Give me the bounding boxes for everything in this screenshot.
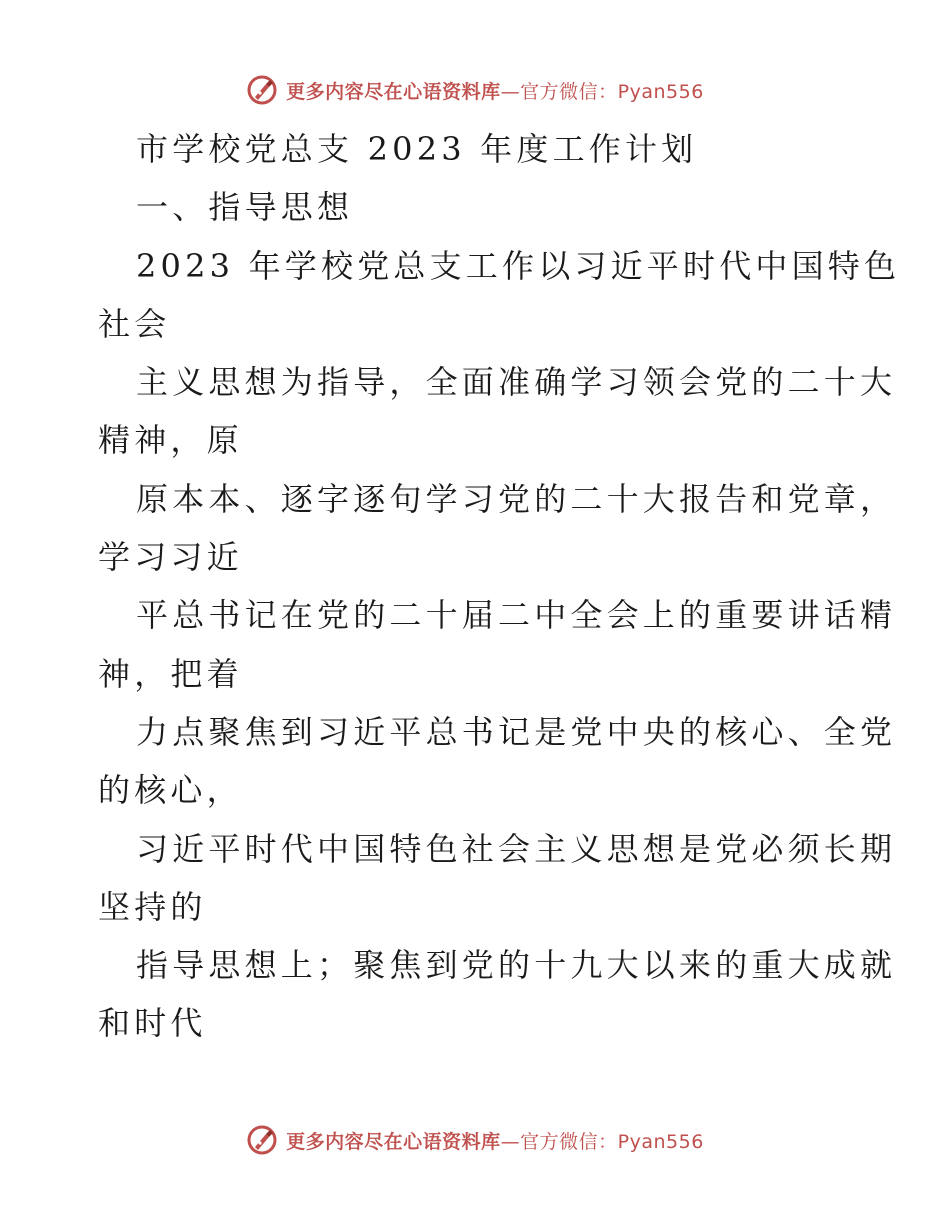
banner-title: 更多内容尽在心语资料库	[286, 80, 501, 103]
banner-title: 更多内容尽在心语资料库	[286, 1130, 501, 1153]
document-title: 市学校党总支 2023 年度工作计划	[136, 130, 698, 168]
banner-text	[286, 1127, 704, 1154]
paragraph-line: 指导思想上；聚焦到党的十九大以来的重大成就	[136, 946, 897, 985]
document-body	[98, 120, 901, 1053]
pen-logo-icon	[246, 74, 278, 106]
footer-banner	[0, 1120, 950, 1160]
paragraph-line: 原本本、逐字逐句学习党的二十大报告和党章，	[136, 479, 897, 518]
paragraph-line: 社会	[98, 304, 171, 343]
paragraph-line: 和时代	[98, 1004, 207, 1043]
banner-wechat: 官方微信：Pyan556	[520, 80, 704, 103]
paragraph-line: 主义思想为指导，全面准确学习领会党的二十大	[136, 363, 897, 402]
banner-text	[286, 77, 704, 104]
paragraph-line: 精神，原	[98, 421, 243, 460]
paragraph-line: 平总书记在党的二十届二中全会上的重要讲话精	[136, 596, 897, 635]
banner-dash: —	[500, 80, 521, 103]
paragraph-line: 坚持的	[98, 887, 207, 926]
paragraph-line: 力点聚焦到习近平总书记是党中央的核心、全党	[136, 712, 897, 751]
banner-wechat: 官方微信：Pyan556	[520, 1130, 704, 1153]
pen-logo-icon	[246, 1124, 278, 1156]
paragraph-line: 学习习近	[98, 538, 243, 577]
paragraph-line: 的核心，	[98, 771, 243, 810]
paragraph-line: 习近平时代中国特色社会主义思想是党必须长期	[136, 829, 897, 868]
paragraph-line: 神，把着	[98, 654, 243, 693]
paragraph-line: 2023 年学校党总支工作以习近平时代中国特色	[136, 246, 901, 285]
section-heading: 一、指导思想	[136, 188, 354, 227]
banner-dash: —	[500, 1130, 521, 1153]
header-banner	[0, 70, 950, 110]
